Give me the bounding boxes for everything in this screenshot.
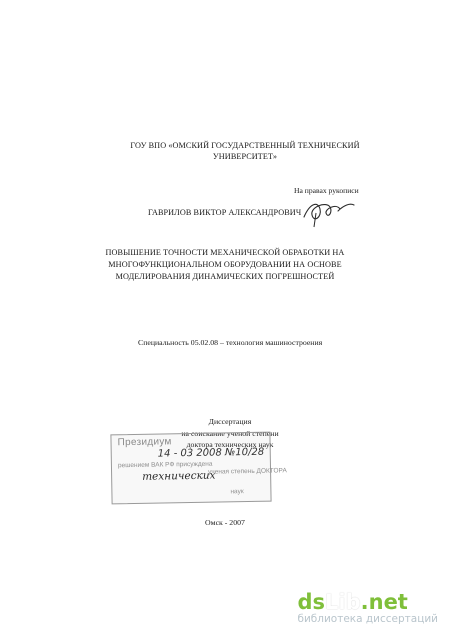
manuscript-rights-note: На правах рукописи: [294, 186, 359, 195]
degree-seeking-label: на соискание ученой степени: [181, 428, 279, 438]
specialty-line: Специальность 05.02.08 – технология машиностроения: [138, 338, 323, 347]
stamp-header: Президиум: [117, 436, 172, 449]
dslib-logo: [297, 591, 438, 613]
organization-name: ГОУ ВПО «ОМСКИЙ ГОСУДАРСТВЕННЫЙ ТЕХНИЧЕСКИЙ УНИВЕРСИТЕТ»: [130, 141, 360, 161]
stamp-handwritten-field: технических: [142, 469, 216, 483]
handwritten-signature: [300, 195, 356, 229]
stamp-line-2: ученая степень ДОКТОРА: [208, 467, 287, 476]
author-name: ГАВРИЛОВ ВИКТОР АЛЕКСАНДРОВИЧ: [148, 208, 302, 217]
stamp-line-3: наук: [230, 488, 244, 496]
degree-name: доктора технических наук: [186, 440, 274, 449]
logo-part-ds: ds: [297, 590, 326, 614]
dslib-watermark: [297, 591, 438, 626]
dissertation-label: Диссертация: [208, 417, 252, 426]
watermark-subtitle: библиотека диссертаций: [297, 613, 438, 625]
approval-stamp: [110, 432, 287, 505]
dissertation-title: ПОВЫШЕНИЕ ТОЧНОСТИ МЕХАНИЧЕСКОЙ ОБРАБОТКИ НА МНОГОФУНКЦИОНАЛЬНОМ ОБОРУДОВАНИИ НА ОСНОВЕ МОДЕЛИРОВАНИЯ ДИНАМИЧЕСКИХ ПОГРЕШНОСТЕЙ: [105, 248, 345, 281]
logo-part-net: .net: [360, 590, 408, 614]
stamp-line-1: решением ВАК РФ присуждена: [117, 460, 213, 470]
logo-part-lib: Lib: [325, 590, 361, 614]
stamp-handwritten-date: 14 - 03 2008 №10/28: [157, 446, 265, 460]
city-year: Омск - 2007: [205, 518, 245, 527]
